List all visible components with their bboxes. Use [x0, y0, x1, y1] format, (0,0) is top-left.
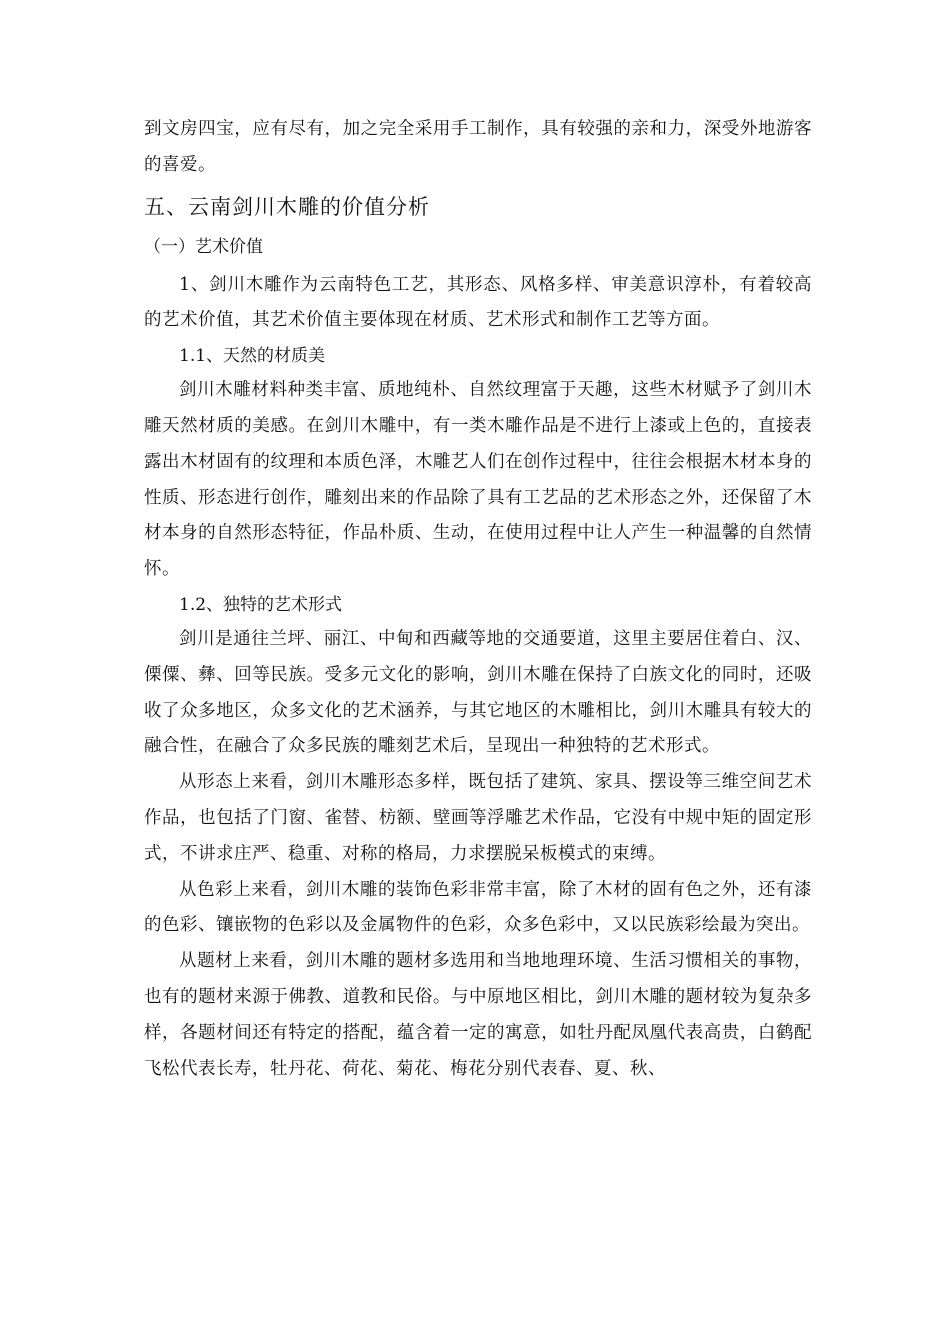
document-page: [144, 112, 812, 1087]
paragraph-continued: 到文房四宝，应有尽有，加之完全采用手工制作，具有较强的亲和力，深受外地游客的喜爱。: [144, 119, 812, 175]
section-heading: 五、云南剑川木雕的价值分析: [144, 194, 430, 219]
paragraph-intro: 1、剑川木雕作为云南特色工艺，其形态、风格多样、审美意识淳朴，有着较高的艺术价值，其艺术价值主要体现在材质、艺术形式和制作工艺等方面。: [144, 274, 812, 331]
paragraph-material: 剑川木雕材料种类丰富、质地纯朴、自然纹理富于天趣，这些木材赋予了剑川木雕天然材质的美感。在剑川木雕中，有一类木雕作品是不进行上漆或上色的，直接表露出木材固有的纹理和本质色泽，木雕艺人们在创作过程中，往往会根据木材本身的性质、形态进行创作，雕刻出来的作品除了具有工艺品的艺术形态之外，还保留了木材本身的自然形态特征，作品朴质、生动，在使用过程中让人产生一种温馨的自然情怀。: [144, 380, 812, 580]
paragraph-shape: 从形态上来看，剑川木雕形态多样，既包括了建筑、家具、摆设等三维空间艺术作品，也包括了门窗、雀替、枋额、壁画等浮雕艺术作品，它没有中规中矩的固定形式，不讲求庄严、稳重、对称的格局，力求摆脱呆板模式的束缚。: [144, 772, 812, 864]
paragraph-theme: 从题材上来看，剑川木雕的题材多选用和当地地理环境、生活习惯相关的事物，也有的题材来源于佛教、道教和民俗。与中原地区相比，剑川木雕的题材较为复杂多样，各题材间还有特定的搭配，蕴含着一定的寓意，如牡丹配凤凰代表高贵，白鹤配飞松代表长寿，牡丹花、荷花、菊花、梅花分别代表春、夏、秋、: [144, 951, 812, 1079]
subsection-heading: （一）艺术价值: [144, 236, 263, 257]
heading-material-beauty: 1.1、天然的材质美: [179, 346, 326, 367]
paragraph-color: 从色彩上来看，剑川木雕的装饰色彩非常丰富，除了木材的固有色之外，还有漆的色彩、镶嵌物的色彩以及金属物件的色彩，众多色彩中，又以民族彩绘最为突出。: [144, 879, 812, 936]
paragraph-art-form: 剑川是通往兰坪、丽江、中甸和西藏等地的交通要道，这里主要居住着白、汉、傈僳、彝、回等民族。受多元文化的影响，剑川木雕在保持了白族文化的同时，还吸收了众多地区，众多文化的艺术涵养，与其它地区的木雕相比，剑川木雕具有较大的融合性，在融合了众多民族的雕刻艺术后，呈现出一种独特的艺术形式。: [144, 628, 812, 757]
heading-art-form: 1.2、独特的艺术形式: [179, 594, 343, 615]
